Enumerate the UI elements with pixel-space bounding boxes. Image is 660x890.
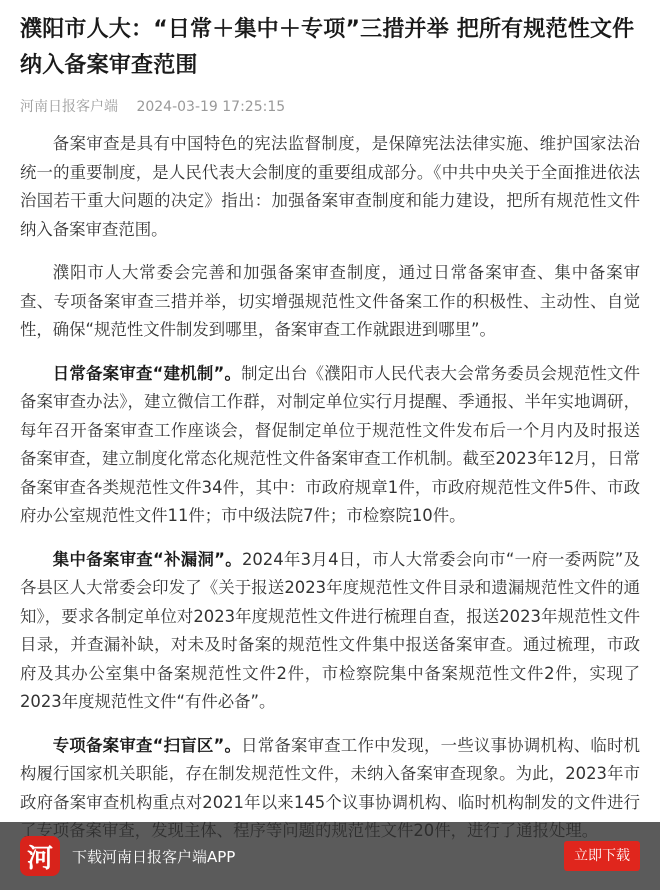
paragraph-lead: 专项备案审查“扫盲区”。 [52,735,242,755]
article-source[interactable]: 河南日报客户端 [20,99,118,115]
article-meta [20,96,640,118]
app-download-banner[interactable] [0,822,660,890]
article [0,12,660,846]
paragraph-text: 备案审查是具有中国特色的宪法监督制度，是保障宪法法律实施、维护国家法治统一的重要制度，是人民代表大会制度的重要组成部分。《中共中央关于全面推进依法治国若干重大问题的决定》指出：加强备案审查制度和能力建设，把所有规范性文件纳入备案审查范围。 [20,134,640,239]
paragraph-text: 日常备案审查工作中发现，一些议事协调机构、临时机构履行国家机关职能，存在制发规范性文件，未纳入备案审查现象。为此，2023年市政府备案审查机构重点对2021年以来145个议事协调机构、临时机构制发的文件进行 [20,735,641,812]
app-download-text: 下载河南日报客户端APP [72,847,236,866]
paragraph-lead: 集中备案审查“补漏洞”。 [52,549,242,569]
paragraph-lead: 日常备案审查“建机制”。 [52,363,242,383]
paragraph-1 [20,130,640,244]
paragraph-text: 濮阳市人大常委会完善和加强备案审查制度，通过日常备案审查、集中备案审查、专项备案审查三措并举，切实增强规范性文件备案工作的积极性、主动性、自觉性，确保“规范性文件制发到哪里，备案审查工作就跟进到哪里”。 [20,263,640,339]
app-logo-icon: 河 [20,836,60,876]
article-datetime: 2024-03-19 17:25:15 [136,99,286,115]
paragraph-2 [20,259,640,345]
article-title: 濮阳市人大：“日常＋集中＋专项”三措并举 把所有规范性文件纳入备案审查范围 [20,17,635,78]
paragraph-text: 制定出台《濮阳市人民代表大会常务委员会规范性文件备案审查办法》，建立微信工作群，对制定单位实行月提醒、季通报、半年实地调研，每年召开备案审查工作座谈会，督促制定单位于规范性文件发布后一个月内及时报送备案审查，建立制度化常态化规范性文件备案审查工作机制。截至2023年12月，日常备案审查各类规范性文件34件，其中：市政府规章1件，市政府规范性文件5件、市政府办公室规范性文件11件；市中级法院7件；市检察院10件。 [20,363,641,525]
paragraph-text: 2024年3月4日，市人大常委会向市“一府一委两院”及各县区人大常委会印发了《关于报送2023年度规范性文件目录和遗漏规范性文件的通知》，要求各制定单位对2023年度规范性文件进行梳理自查，报送2023年规范性文件目录，并查漏补缺，对未及时备案的规范性文件集中报送备案审查。通过梳理，市政府及其办公室集中备案规范性文件2件，市检察院集中备案规范性文件2件，实现了2023年度规范性文件“有件必备”。 [20,549,641,711]
paragraph-4 [20,546,640,717]
paragraph-3 [20,360,640,531]
download-now-button[interactable]: 立即下载 [564,841,640,871]
